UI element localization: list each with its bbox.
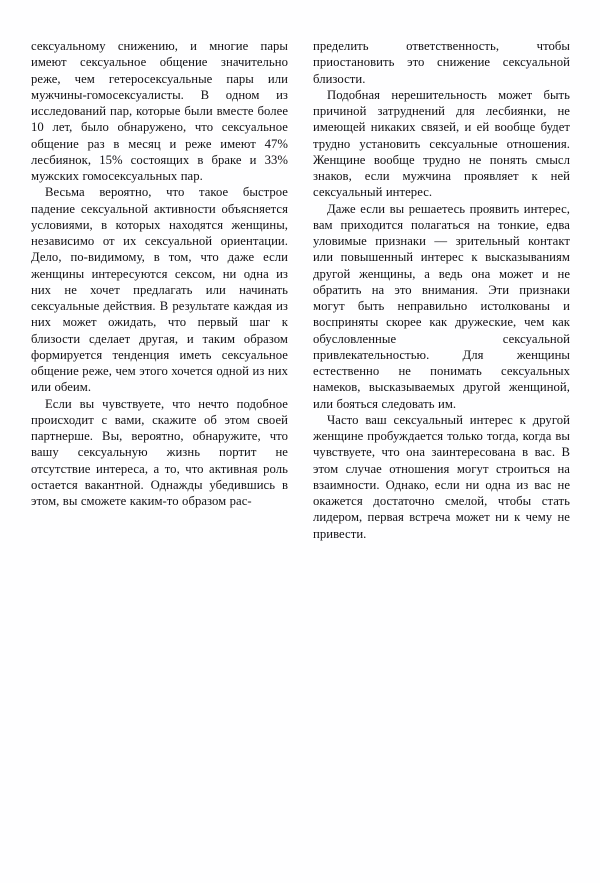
- paragraph-continuation: пределить ответственность, чтобы приостановить это снижение сексуальной близости.: [313, 39, 570, 86]
- paragraph: Подобная нерешительность может быть причиной затруднений для лесбиянки, не имеющей никаких связей, и ей вообще будет трудно установить сексуальные отношения. Женщине вообще трудно не понять смысл знаков, если мужчина проявляет к ней сексуальный интерес.: [313, 87, 570, 200]
- paragraph: Если вы чувствуете, что нечто подобное происходит с вами, скажите об этом своей партнерше. Вы, вероятно, обнаружите, что вашу сексуальную жизнь портит не отсутствие интереса, а то, что активная роль остается вакантной. Однажды убедившись в этом, вы сможете каким-то образом рас-: [31, 396, 288, 508]
- paragraph: Часто ваш сексуальный интерес к другой женщине пробуждается только тогда, когда вы чувствуете, что она заинтересована в вас. В этом случае отношения могут строиться на взаимности. Однако, если ни одна из вас не окажется достаточно смелой, чтобы стать лидером, первая встреча может ни к чему не привести.: [313, 412, 570, 541]
- paragraph-continuation: сексуальному снижению, и многие пары имеют сексуальное общение значительно реже, чем гетеросексуальные пары или мужчины-гомосексуалисты. В одном из исследований пар, которые были вместе более 10 лет, было обнаружено, что сексуальное общение раз в месяц и реже имеют 47% лесбиянок, 15% состоящих в браке и 33% мужских гомосексуальных пар.: [31, 39, 288, 183]
- left-column: [31, 38, 288, 509]
- right-column: [313, 38, 570, 542]
- paragraph: Даже если вы решаетесь проявить интерес, вам приходится полагаться на тонкие, едва уловимые признаки — зрительный контакт или повышенный интерес к высказываниям другой женщины, а ведь она может и не обратить на это внимания. Эти признаки могут быть неправильно истолкованы и восприняты скорее как дружеские, чем как обусловленные сексуальной привлекательностью. Для женщины естественно не понимать сексуальных намеков, высказываемых другой женщиной, или бояться следовать им.: [313, 201, 570, 411]
- paragraph: Весьма вероятно, что такое быстрое падение сексуальной активности объясняется условиями, в которых находятся женщины, независимо от их сексуальной ориентации. Дело, по-видимому, в том, что даже если женщины интересуются сексом, ни одна из них не хочет предлагать или начинать сексуальные действия. В результате каждая из них может ожидать, что первый шаг к близости сделает другая, и таким образом формируется тенденция иметь сексуальное общение реже, чем этого хочется одной из них или обеим.: [31, 185, 288, 395]
- page-text-body: [31, 38, 570, 542]
